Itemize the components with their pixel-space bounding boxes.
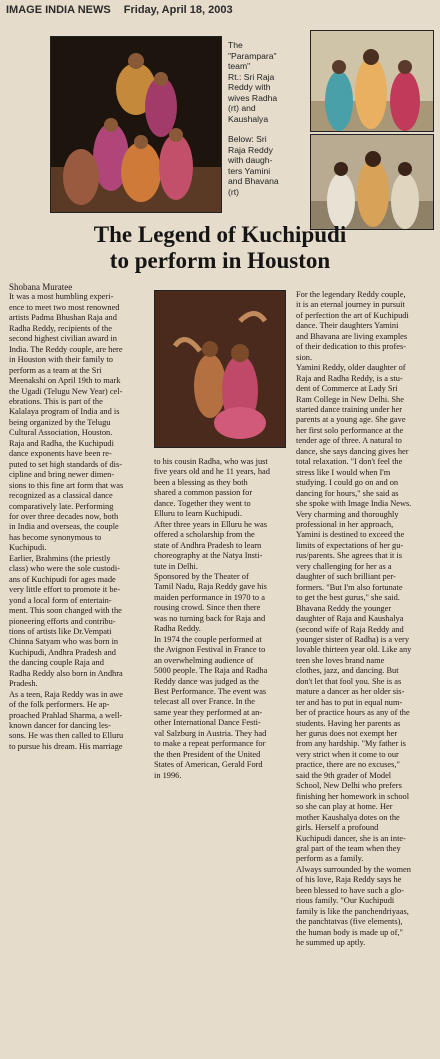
article-line: Always surrounded by the women	[296, 864, 411, 874]
article-line: tender age of three. A natural to	[296, 436, 402, 446]
article-line: very challenging for her as a	[296, 561, 392, 571]
article-line: from any hardship. "My father is	[296, 739, 406, 749]
column-text	[154, 457, 288, 781]
headline-line-2: to perform in Houston	[109, 248, 331, 273]
article-line: very little effort to promote it be-	[9, 585, 121, 595]
dance-photo	[154, 290, 286, 448]
article-line: the then President of the United	[154, 749, 261, 759]
article-line: an overwhelming audience of	[154, 655, 254, 665]
article-line: teen she loves brand name	[296, 655, 385, 665]
caption-line: (rt) and	[228, 103, 256, 113]
headline	[10, 222, 430, 274]
caption-line: Kaushalya	[228, 113, 269, 124]
article-line: said the 9th grader of Model	[296, 770, 392, 780]
caption-line: Reddy with	[228, 82, 271, 92]
article-line: was no turning back for Raja and	[154, 613, 266, 623]
caption-line: wives Radha	[228, 92, 278, 103]
headline-line-1: The Legend of Kuchipudi	[93, 222, 347, 247]
caption-line: "Parampara"	[228, 50, 277, 61]
article-line: has become synonymous to	[9, 532, 102, 542]
article-line: limits of expectations of her gu-	[296, 540, 404, 550]
article-line: It was a most humbling experi-	[9, 292, 114, 302]
article-line: States of American, Gerald Ford	[154, 760, 263, 770]
column-text	[9, 292, 145, 752]
article-line: Yamini Reddy, older daughter of	[296, 363, 406, 373]
article-line: of their dedication to this profes-	[296, 342, 407, 352]
article-line: don't let that fool you. She is as	[296, 676, 402, 686]
group-photo	[50, 36, 222, 213]
article-line: class) who were the sole custodi-	[9, 564, 120, 574]
article-line: For the legendary Reddy couple,	[296, 290, 406, 299]
article-line: dance. Together they went to	[154, 498, 251, 508]
article-line: the Ugadi (Telugu New Year) cel-	[9, 386, 123, 396]
article-line: to pursue his dream. His marriage	[9, 741, 123, 751]
article-line: cipline and bring newer dimen-	[9, 470, 115, 480]
article-line: ber of practice hours as any of the	[296, 708, 410, 718]
article-line: dancing for hours," she said as	[296, 488, 399, 498]
column-text	[296, 290, 432, 949]
masthead	[6, 4, 434, 20]
article-line: finishing her homework in school	[296, 791, 410, 801]
article-line: mature a dancer as her older sis-	[296, 687, 405, 697]
article-line: family is like the panchendriyaas,	[296, 906, 409, 916]
article-line: Radha Reddy also born in Andhra	[9, 668, 123, 678]
article-line: Kuchipudi.	[9, 543, 47, 553]
article-line: Chinna Satyam who was born in	[9, 637, 119, 647]
article-line: daughter of Raja and Kaushalya	[296, 614, 404, 624]
article-line: her first solo performance at the	[296, 425, 404, 435]
article-line: puted to set high standards of dis-	[9, 459, 123, 469]
article-line: artists Padma Bhushan Raja and	[9, 313, 117, 323]
article-line: ans of Kuchipudi for ages made	[9, 574, 116, 584]
article-line: Earlier, Brahmins (the priestly	[9, 553, 111, 563]
article-line: gral part of the team when they	[296, 844, 401, 854]
article-line: sons. He was then called to Elluru	[9, 731, 124, 741]
article-line: telecast all over France. In the	[154, 697, 255, 707]
family-photo-top	[310, 30, 434, 132]
article-line: of the folk performers. He ap-	[9, 700, 110, 710]
article-line: the human body is made up of,"	[296, 927, 403, 937]
article-line: of his love, Raja Reddy says he	[296, 875, 402, 885]
article-line: Bhavana Reddy the younger	[296, 603, 392, 613]
article-line: Kalalaya program of India and is	[9, 407, 120, 417]
caption-spacer	[228, 124, 308, 134]
article-line: rus/parents. She agrees that it is	[296, 551, 403, 561]
article-line: to make a repeat performance for	[154, 739, 266, 749]
caption-line: The	[228, 40, 243, 50]
article-line: very strict when it come to our	[296, 749, 399, 759]
article-column-right	[296, 290, 432, 949]
article-line: the dancing couple Raja and	[9, 658, 104, 668]
article-line: Tamil Nadu, Raja Reddy gave his	[154, 582, 267, 592]
article-line: ment. This soon changed with the	[9, 606, 122, 616]
article-line: School, New Delhi who prefers	[296, 781, 402, 791]
article-line: yond a local form of entertain-	[9, 595, 112, 605]
article-line: 5000 people. The Raja and Radha	[154, 666, 268, 676]
article-line: in India and overseas, the couple	[9, 522, 119, 532]
article-line: dance. Their daughters Yamini	[296, 321, 399, 331]
article-line: other International Dance Festi-	[154, 718, 261, 728]
article-line: so she can play at home. Her	[296, 802, 393, 812]
article-line: Sponsored by the Theater of	[154, 571, 249, 581]
family-photo-bottom	[310, 134, 434, 230]
article-line: mother Kaushalya dotes on the	[296, 812, 400, 822]
article-line: India. The Reddy couple, are here	[9, 344, 123, 354]
article-line: Raja and Radha, the Kuchipudi	[9, 438, 114, 448]
article-line: sion.	[296, 352, 313, 362]
article-line: five years old and he 11 years, had	[154, 467, 270, 477]
byline: Shobana Muratee	[9, 282, 73, 292]
article-line: in 1996.	[154, 770, 182, 780]
article-line: ebrations. This is part of the	[9, 396, 103, 406]
article-line: Best Performance. The event was	[154, 686, 267, 696]
article-line: ter and has to put in equal num-	[296, 697, 403, 707]
article-line: comparatively late. Performing	[9, 501, 114, 511]
article-line: he summed up aptly.	[296, 938, 366, 948]
article-line: been blessed to have such a glo-	[296, 885, 404, 895]
article-line: offered a scholarship from the	[154, 530, 255, 540]
article-line: pioneering efforts and contribu-	[9, 616, 116, 626]
article-line: and Bhavana are living examples	[296, 331, 408, 341]
article-line: perform as a family.	[296, 854, 364, 864]
article-line: In 1974 the couple performed at	[154, 634, 262, 644]
caption-line: with daugh-	[228, 155, 273, 165]
article-line: parents at a young age. She gave	[296, 415, 406, 425]
article-line: tute in Delhi.	[154, 561, 198, 571]
article-line: Ram College in New Delhi. She	[296, 394, 404, 404]
article-line: formers. "But I'm also fortunate	[296, 582, 403, 592]
caption-line: Rt.: Sri Raja	[228, 71, 275, 82]
article-line: to get the best gurus," she said.	[296, 593, 400, 603]
article-line: Kuchipudi dancer, she is an inte-	[296, 833, 406, 843]
article-line: Kuchipudi, Andhra Pradesh and	[9, 647, 116, 657]
article-line: in Houston with their family to	[9, 355, 113, 365]
article-line: lovable thirteen year old. Like any	[296, 645, 412, 655]
article-line: the Avignon Festival in France to	[154, 645, 266, 655]
article-line: students. Having her parents as	[296, 718, 401, 728]
article-line: tions of artists like Dr.Vempati	[9, 626, 112, 636]
caption-line: Raja Reddy	[228, 144, 273, 155]
caption-line: ters Yamini	[228, 165, 271, 176]
article-line: it is an eternal journey in pursuit	[296, 300, 405, 310]
article-line: for over three decades now, both	[9, 511, 119, 521]
article-line: her gurus does not exempt her	[296, 729, 398, 739]
article-line: professional in her approach,	[296, 519, 394, 529]
article-line: (second wife of Raja Reddy and	[296, 624, 404, 634]
article-column-left	[9, 282, 145, 752]
article-line: perform as a team at the Sri	[9, 365, 102, 375]
article-line: stress like I would when I'm	[296, 467, 391, 477]
article-line: dent of Commerce at Lady Sri	[296, 384, 398, 394]
article-line: daughter of such brilliant per-	[296, 572, 396, 582]
article-line: sions to this fine art form that was	[9, 480, 124, 490]
article-line: Reddy dance was judged as the	[154, 676, 259, 686]
article-line: proached Prahlad Sharma, a well-	[9, 710, 123, 720]
caption-line: team"	[228, 61, 251, 71]
article-line: to his cousin Radha, who was just	[154, 457, 268, 466]
photo-caption	[228, 40, 308, 197]
article-line: girls. Herself a profound	[296, 823, 379, 833]
article-line: ence to meet two most renowned	[9, 302, 120, 312]
article-line: shared a common passion for	[154, 488, 253, 498]
paper-name: IMAGE INDIA NEWS	[6, 4, 111, 16]
article-line: Elluru to learn Kuchipudi.	[154, 509, 242, 519]
article-line: same year they performed at an-	[154, 707, 263, 717]
article-line: rious family. "Our Kuchipudi	[296, 896, 395, 906]
article-line: dance exponents have been re-	[9, 449, 112, 459]
article-line: Radha Reddy, recipients of the	[9, 323, 112, 333]
caption-line: Below: Sri	[228, 134, 267, 144]
article-line: Radha Reddy.	[154, 624, 201, 634]
article-line: studying. I could go on and on	[296, 478, 399, 488]
article-line: Very charming and thoroughly	[296, 509, 399, 519]
article-line: known dancer for dancing les-	[9, 721, 111, 731]
article-line: val Salzburg in Austria. They had	[154, 728, 267, 738]
article-line: rousing crowd. Since then there	[154, 603, 261, 613]
article-line: Raja and Radha Reddy, is a stu-	[296, 373, 403, 383]
article-line: state of Andhra Pradesh to learn	[154, 540, 262, 550]
caption-line: and Bhavana	[228, 176, 279, 186]
article-line: dance, she says dancing gives her	[296, 446, 409, 456]
article-line: choreography at the Natya Insti-	[154, 551, 263, 561]
article-line: After three years in Elluru he was	[154, 519, 268, 529]
article-line: second highest civilian award in	[9, 334, 117, 344]
article-line: younger sister of Radha) is a very	[296, 634, 410, 644]
article-line: clothes, jazz, and dancing. But	[296, 666, 399, 676]
article-line: Yamini is destined to exceed the	[296, 530, 405, 540]
article-column-middle	[154, 457, 288, 781]
article-line: maiden performance in 1970 to a	[154, 592, 265, 602]
article-line: being organized by the Telugu	[9, 417, 111, 427]
article-line: As a teen, Raja Reddy was in awe	[9, 689, 123, 699]
article-line: Meenakshi on April 19th to mark	[9, 376, 121, 386]
article-line: recognized as a classical dance	[9, 491, 113, 501]
article-line: of perfection the art of Kuchipudi	[296, 310, 409, 320]
article-line: total relaxation. "I don't feel the	[296, 457, 403, 467]
article-line: been a blessing as they both	[154, 477, 248, 487]
article-line: Pradesh.	[9, 679, 38, 689]
article-line: started dance training under her	[296, 404, 403, 414]
article-line: the panchtatvas (five elements),	[296, 917, 403, 927]
article-line: she spoke with Image India News.	[296, 499, 412, 509]
article-line: practice, there are no excuses,"	[296, 760, 400, 770]
caption-line: (rt)	[228, 186, 239, 197]
issue-date: Friday, April 18, 2003	[123, 4, 233, 16]
article-line: Cultural Association, Houston.	[9, 428, 113, 438]
